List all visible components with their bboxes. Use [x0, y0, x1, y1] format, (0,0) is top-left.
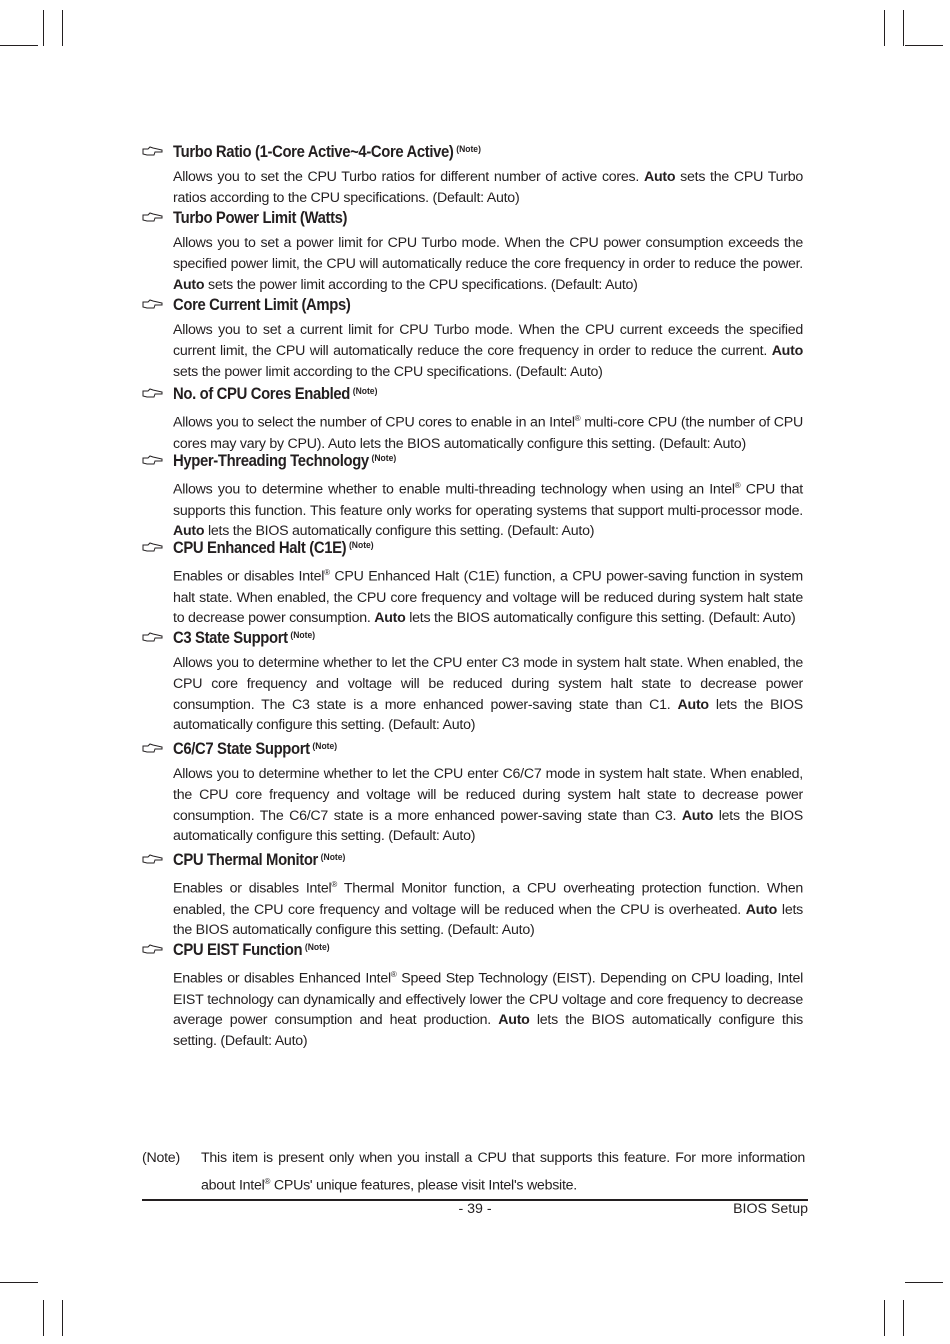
setting-item — [142, 385, 807, 454]
setting-item — [142, 296, 807, 382]
pointing-hand-icon — [142, 743, 164, 755]
setting-title — [173, 941, 330, 960]
setting-title — [173, 851, 345, 870]
crop-mark — [903, 10, 904, 46]
text-run: sets the power limit according to the CPU specifications. (Default: Auto) — [173, 363, 603, 380]
registered-mark: ® — [734, 481, 741, 490]
setting-item — [142, 539, 807, 629]
text-run: sets the power limit according to the CPU specifications. (Default: Auto) — [204, 276, 638, 293]
text-run: Speed Step Technology (EIST). Depending on CPU loading, Intel EIST technology can dynamically and effectively lower the CPU voltage and core frequency to decrease average power consumption and heat production. — [173, 970, 804, 1029]
setting-item — [142, 740, 807, 847]
setting-description — [173, 320, 803, 382]
text-run: CPU Enhanced Halt (C1E) function, a CPU power-saving function in system halt state. When enabled, the CPU core frequency and voltage will be reduced during system halt state to decrease power consumption. — [173, 568, 803, 627]
note-marker: (Note) — [304, 942, 330, 953]
setting-header — [142, 296, 807, 320]
crop-mark — [62, 1300, 63, 1336]
text-run: sets the CPU Turbo ratios according to the CPU specifications. (Default: Auto) — [173, 169, 803, 206]
setting-header — [142, 143, 807, 167]
text-run: lets the BIOS automatically configure this setting. (Default: Auto) — [405, 610, 796, 627]
footnote — [142, 1147, 807, 1198]
note-marker: (Note) — [352, 386, 378, 397]
crop-mark — [43, 10, 44, 46]
bold-keyword: Auto — [374, 610, 406, 627]
setting-description — [173, 875, 803, 941]
text-run: multi-core CPU (the number of CPU cores may vary by CPU). Auto lets the BIOS automatically configure this setting. (Default: Auto) — [173, 414, 803, 452]
note-marker: (Note) — [371, 453, 397, 464]
pointing-hand-icon — [142, 455, 164, 467]
setting-title-text: C3 State Support — [173, 629, 288, 647]
crop-mark — [884, 1300, 885, 1336]
crop-mark — [884, 10, 885, 46]
text-run: CPU that supports this function. This feature only works for operating systems that support multi-processor mode. — [173, 481, 803, 519]
note-marker: (Note) — [348, 540, 374, 551]
bold-keyword: Auto — [173, 276, 205, 293]
setting-header — [142, 629, 807, 653]
footnote-tag: (Note) — [142, 1150, 180, 1166]
crop-mark — [905, 45, 943, 46]
text-run: Allows you to select the number of CPU cores to enable in an Intel — [173, 414, 575, 431]
registered-mark: ® — [331, 880, 338, 889]
crop-mark — [905, 1282, 943, 1283]
setting-description — [173, 233, 803, 295]
page-number: - 39 - — [458, 1201, 492, 1217]
registered-mark: ® — [264, 1177, 271, 1186]
pointing-hand-icon — [142, 854, 164, 866]
setting-header — [142, 740, 807, 764]
footnote-text — [201, 1147, 805, 1198]
note-marker: (Note) — [456, 144, 481, 155]
setting-item — [142, 452, 807, 542]
text-run: Allows you to determine whether to enable multi-threading technology when using an Intel — [173, 481, 735, 498]
setting-title-text: No. of CPU Cores Enabled — [173, 385, 351, 403]
text-run: Allows you to set a current limit for CPU Turbo mode. When the CPU current exceeds the specified current limit, the CPU will automatically reduce the core frequency in order to reduce the current. — [173, 322, 803, 359]
setting-description — [173, 167, 803, 209]
pointing-hand-icon — [142, 212, 164, 224]
text-run: This item is present only when you install a CPU that supports this feature. For more information about Intel — [201, 1150, 805, 1194]
text-run: lets the BIOS automatically configure this setting. (Default: Auto) — [173, 807, 803, 845]
setting-title-text: CPU Thermal Monitor — [173, 851, 318, 869]
text-run: lets the BIOS automatically configure this setting. (Default: Auto) — [204, 523, 595, 540]
text-run: Enables or disables Enhanced Intel — [173, 970, 391, 987]
setting-item — [142, 629, 807, 736]
note-marker: (Note) — [312, 741, 338, 752]
setting-item — [142, 941, 807, 1052]
setting-title-text: Core Current Limit (Amps) — [173, 296, 351, 314]
setting-title-text: C6/C7 State Support — [173, 740, 310, 758]
pointing-hand-icon — [142, 944, 164, 956]
setting-description — [173, 563, 803, 629]
section-name: BIOS Setup — [733, 1201, 808, 1217]
text-run: Enables or disables Intel — [173, 568, 325, 585]
crop-mark — [62, 10, 63, 46]
bold-keyword: Auto — [745, 901, 778, 918]
registered-mark: ® — [324, 568, 330, 577]
setting-description — [173, 764, 803, 847]
bold-keyword: Auto — [681, 807, 714, 824]
text-run: Allows you to determine whether to let the CPU enter C3 mode in system halt state. When enabled, the CPU core frequency and voltage will be reduced during system halt state to decrease power consumption. The C3 state is a more enhanced power-saving state than C1. — [173, 655, 803, 713]
crop-mark — [0, 1282, 38, 1283]
bold-keyword: Auto — [771, 342, 803, 359]
note-marker: (Note) — [290, 630, 316, 641]
text-run: Allows you to set the CPU Turbo ratios for different number of active cores. — [173, 169, 644, 185]
text-run: lets the BIOS automatically configure this setting. (Default: Auto) — [173, 901, 803, 939]
setting-description — [173, 653, 803, 736]
setting-header — [142, 941, 807, 965]
crop-mark — [43, 1300, 44, 1336]
setting-title — [173, 209, 347, 228]
note-marker: (Note) — [320, 852, 346, 863]
setting-title-text: Hyper-Threading Technology — [173, 452, 369, 470]
pointing-hand-icon — [142, 299, 164, 311]
pointing-hand-icon — [142, 542, 164, 554]
setting-title — [173, 296, 350, 315]
setting-item — [142, 851, 807, 941]
setting-title — [173, 385, 377, 404]
setting-description — [173, 965, 803, 1052]
setting-title — [173, 629, 315, 648]
registered-mark: ® — [574, 414, 581, 423]
text-run: lets the BIOS automatically configure this setting. (Default: Auto) — [173, 1012, 803, 1050]
pointing-hand-icon — [142, 146, 164, 158]
text-run: Enables or disables Intel — [173, 880, 332, 897]
text-run: Allows you to determine whether to let the CPU enter C6/C7 mode in system halt state. When enabled, the CPU core frequency and voltage will be reduced during system halt state to decrease power consumption. The C6/C7 state is a more enhanced power-saving state than C3. — [173, 766, 803, 824]
setting-description — [173, 409, 803, 454]
text-run: Allows you to set a power limit for CPU Turbo mode. When the CPU power consumption exceeds the specified power limit, the CPU will automatically reduce the core frequency in order to reduce the power. — [173, 235, 803, 272]
setting-title — [173, 452, 396, 471]
setting-title — [173, 740, 337, 759]
setting-header — [142, 539, 807, 563]
setting-header — [142, 452, 807, 476]
crop-mark — [903, 1300, 904, 1336]
setting-title-text: Turbo Power Limit (Watts) — [173, 209, 348, 227]
setting-title-text: CPU Enhanced Halt (C1E) — [173, 539, 347, 557]
setting-header — [142, 209, 807, 233]
setting-item — [142, 143, 807, 209]
setting-title-text: CPU EIST Function — [173, 941, 303, 959]
pointing-hand-icon — [142, 388, 164, 400]
setting-title-text: Turbo Ratio (1-Core Active~4-Core Active) — [173, 143, 454, 161]
setting-header — [142, 851, 807, 875]
text-run: Thermal Monitor function, a CPU overheating protection function. When enabled, the CPU core frequency and voltage will be reduced when the CPU is overheated. — [173, 880, 803, 918]
bold-keyword: Auto — [498, 1012, 530, 1029]
registered-mark: ® — [390, 970, 397, 979]
bold-keyword: Auto — [173, 523, 205, 540]
setting-title — [173, 143, 481, 162]
bold-keyword: Auto — [643, 169, 676, 185]
text-run: CPUs' unique features, please visit Intel's website. — [270, 1177, 577, 1194]
bold-keyword: Auto — [677, 696, 709, 713]
setting-item — [142, 209, 807, 295]
crop-mark — [0, 45, 38, 46]
setting-title — [173, 539, 374, 558]
pointing-hand-icon — [142, 632, 164, 644]
setting-header — [142, 385, 807, 409]
setting-description — [173, 476, 803, 542]
text-run: lets the BIOS automatically configure this setting. (Default: Auto) — [173, 696, 803, 734]
